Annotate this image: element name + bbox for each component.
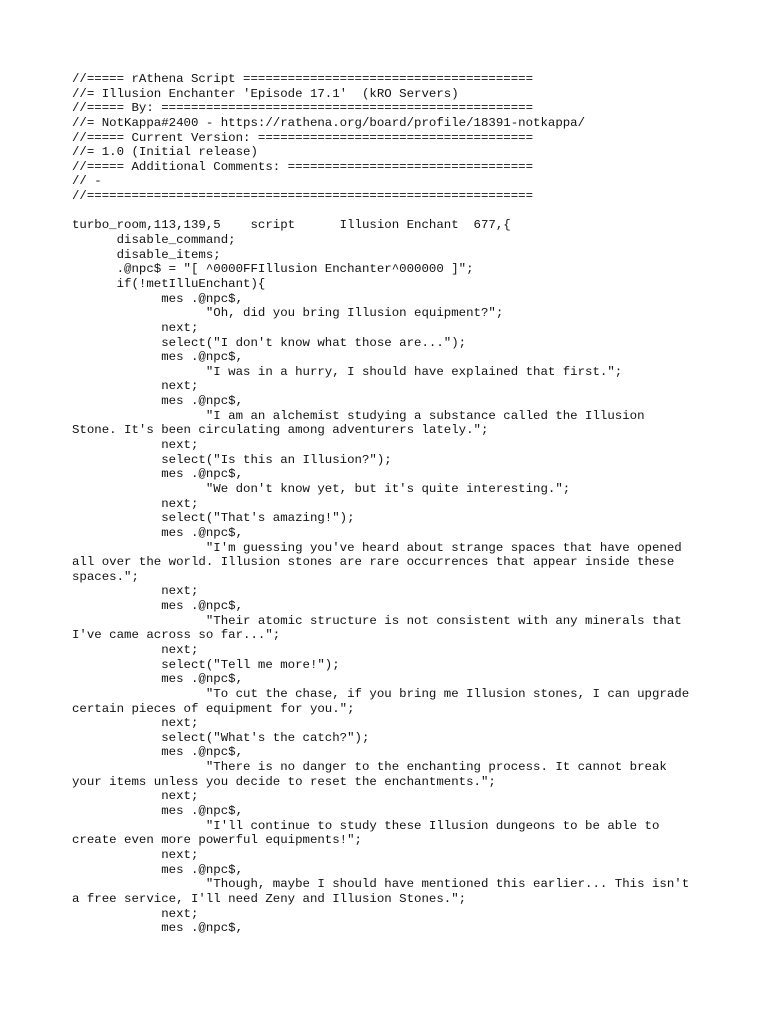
code-line: next;: [72, 320, 199, 335]
script-text: [72, 72, 712, 936]
code-line: select("Tell me more!");: [72, 657, 340, 672]
code-line: "I was in a hurry, I should have explained that first.";: [72, 364, 623, 379]
code-line: create even more powerful equipments!";: [72, 833, 362, 848]
code-line: next;: [72, 789, 199, 804]
code-line: // -: [72, 174, 102, 189]
code-line: select("I don't know what those are...");: [72, 335, 467, 350]
code-line: next;: [72, 716, 199, 731]
code-line: mes .@npc$,: [72, 291, 244, 306]
code-line: select("Is this an Illusion?");: [72, 452, 392, 467]
code-line: "I'm guessing you've heard about strange spaces that have opened: [72, 540, 682, 555]
code-line: mes .@npc$,: [72, 921, 244, 936]
code-line: select("That's amazing!");: [72, 511, 355, 526]
code-line: if(!metIlluEnchant){: [72, 276, 266, 291]
code-line: //===== Current Version: =====================================: [72, 130, 534, 145]
code-line: //===== Additional Comments: =================================: [72, 159, 534, 174]
code-line: mes .@npc$,: [72, 804, 244, 819]
code-line: certain pieces of equipment for you.";: [72, 701, 355, 716]
code-line: Stone. It's been circulating among adventurers lately.";: [72, 423, 489, 438]
code-line: mes .@npc$,: [72, 862, 244, 877]
code-line: mes .@npc$,: [72, 350, 244, 365]
code-line: //===== rAthena Script =======================================: [72, 72, 534, 86]
code-line: mes .@npc$,: [72, 672, 244, 687]
code-line: your items unless you decide to reset the enchantments.";: [72, 774, 496, 789]
code-line: "There is no danger to the enchanting process. It cannot break: [72, 760, 667, 775]
code-line: "I'll continue to study these Illusion dungeons to be able to: [72, 818, 660, 833]
code-line: turbo_room,113,139,5 script Illusion Enchant 677,{: [72, 218, 511, 233]
code-line: next;: [72, 584, 199, 599]
code-line: next;: [72, 496, 199, 511]
code-line: "Their atomic structure is not consistent with any minerals that: [72, 613, 682, 628]
blank-line: [72, 204, 712, 219]
code-line: next;: [72, 379, 199, 394]
code-line: //= 1.0 (Initial release): [72, 145, 258, 160]
code-line: next;: [72, 847, 199, 862]
code-line: next;: [72, 438, 199, 453]
code-line: "Though, maybe I should have mentioned this earlier... This isn't: [72, 877, 690, 892]
code-line: next;: [72, 642, 199, 657]
code-line: //============================================================: [72, 189, 534, 204]
code-line: mes .@npc$,: [72, 599, 244, 614]
code-line: disable_command;: [72, 233, 236, 248]
code-line: disable_items;: [72, 247, 221, 262]
code-line: mes .@npc$,: [72, 394, 244, 409]
code-line: spaces.";: [72, 569, 139, 584]
code-line: mes .@npc$,: [72, 525, 244, 540]
code-line: select("What's the catch?");: [72, 730, 370, 745]
code-line: //= Illusion Enchanter 'Episode 17.1' (kRO Servers): [72, 86, 459, 101]
code-line: "We don't know yet, but it's quite interesting.";: [72, 481, 571, 496]
code-line: next;: [72, 906, 199, 921]
code-line: I've came across so far...";: [72, 628, 281, 643]
code-line: //===== By: ==================================================: [72, 101, 534, 116]
code-line: mes .@npc$,: [72, 467, 244, 482]
code-line: .@npc$ = "[ ^0000FFIllusion Enchanter^000000 ]";: [72, 262, 474, 277]
code-line: "Oh, did you bring Illusion equipment?";: [72, 306, 504, 321]
code-line: all over the world. Illusion stones are rare occurrences that appear inside these: [72, 555, 675, 570]
code-line: "I am an alchemist studying a substance called the Illusion: [72, 408, 645, 423]
code-line: mes .@npc$,: [72, 745, 244, 760]
code-line: "To cut the chase, if you bring me Illusion stones, I can upgrade: [72, 686, 690, 701]
code-line: //= NotKappa#2400 - https://rathena.org/board/profile/18391-notkappa/: [72, 115, 586, 130]
code-line: a free service, I'll need Zeny and Illusion Stones.";: [72, 891, 467, 906]
